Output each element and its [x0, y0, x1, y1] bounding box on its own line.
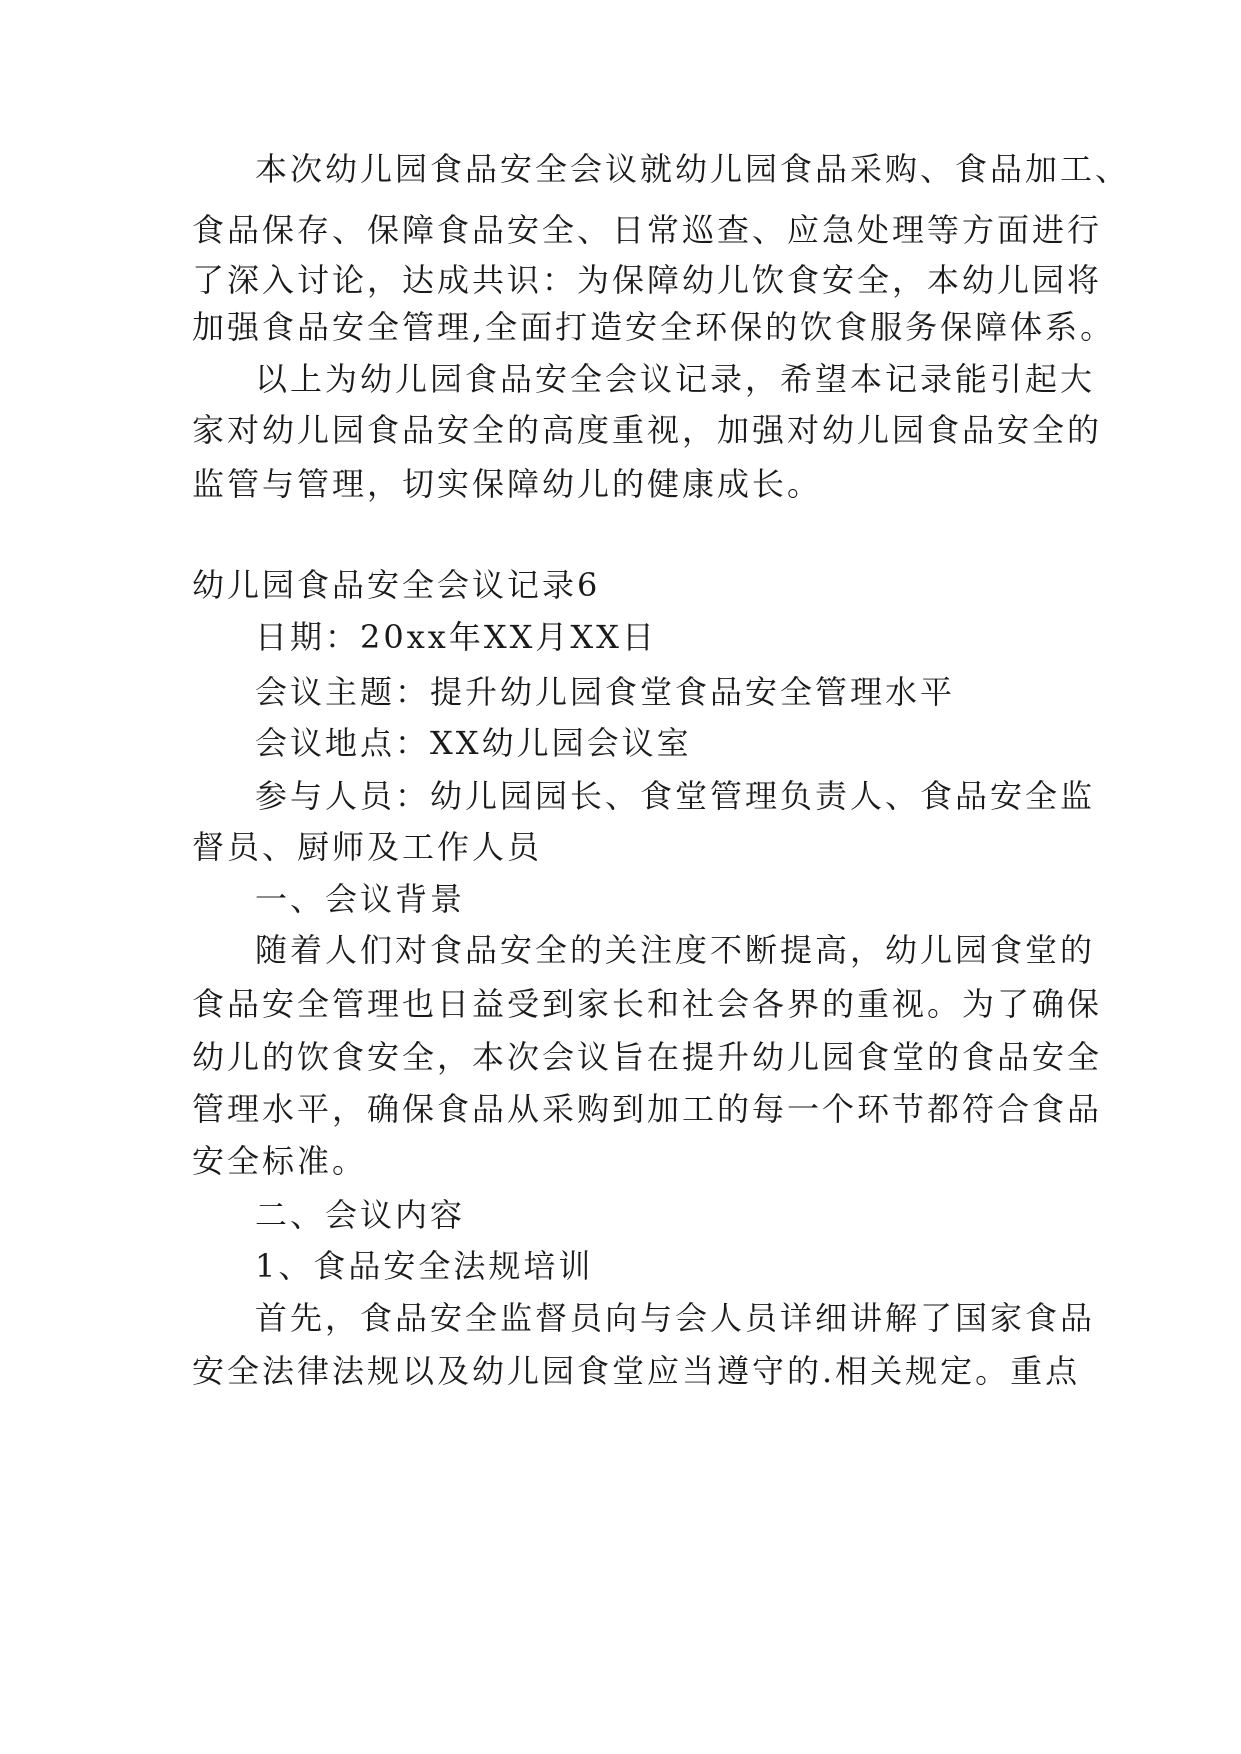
paragraph-line: 以上为幼儿园食品安全会议记录，希望本记录能引起大 — [255, 360, 1096, 398]
meeting-topic: 会议主题：提升幼儿园食堂食品安全管理水平 — [255, 673, 956, 711]
meeting-participants: 督员、厨师及工作人员 — [192, 828, 543, 866]
section-title: 幼儿园食品安全会议记录6 — [192, 566, 601, 604]
meeting-date: 日期：20xx年XX月XX日 — [255, 618, 657, 656]
meeting-location: 会议地点：XX幼儿园会议室 — [255, 724, 692, 762]
paragraph-line: 本次幼儿园食品安全会议就幼儿园食品采购、食品加工、 — [255, 150, 1131, 188]
paragraph-line: 加强食品安全管理,全面打造安全环保的饮食服务保障体系。 — [192, 308, 1116, 346]
paragraph-line: 首先，食品安全监督员向与会人员详细讲解了国家食品 — [255, 1299, 1096, 1337]
paragraph-line: 随着人们对食品安全的关注度不断提高，幼儿园食堂的 — [255, 931, 1096, 969]
paragraph-line: 安全法律法规以及幼儿园食堂应当遵守的.相关规定。重点 — [192, 1352, 1081, 1390]
paragraph-line: 了深入讨论，达成共识：为保障幼儿饮食安全，本幼儿园将 — [192, 261, 1103, 299]
paragraph-line: 管理水平，确保食品从采购到加工的每一个环节都符合食品 — [192, 1090, 1103, 1128]
meeting-participants: 参与人员：幼儿园园长、食堂管理负责人、食品安全监 — [255, 777, 1096, 815]
paragraph-line: 幼儿的饮食安全，本次会议旨在提升幼儿园食堂的食品安全 — [192, 1038, 1103, 1076]
section-heading: 二、会议内容 — [255, 1196, 466, 1234]
paragraph-line: 食品安全管理也日益受到家长和社会各界的重视。为了确保 — [192, 985, 1103, 1023]
paragraph-line: 安全标准。 — [192, 1142, 368, 1180]
section-heading: 一、会议背景 — [255, 880, 466, 918]
paragraph-line: 家对幼儿园食品安全的高度重视，加强对幼儿园食品安全的 — [192, 411, 1103, 449]
paragraph-line: 监管与管理，切实保障幼儿的健康成长。 — [192, 465, 823, 503]
paragraph-line: 食品保存、保障食品安全、日常巡查、应急处理等方面进行 — [192, 211, 1103, 249]
subsection-heading: 1、食品安全法规培训 — [255, 1247, 594, 1285]
